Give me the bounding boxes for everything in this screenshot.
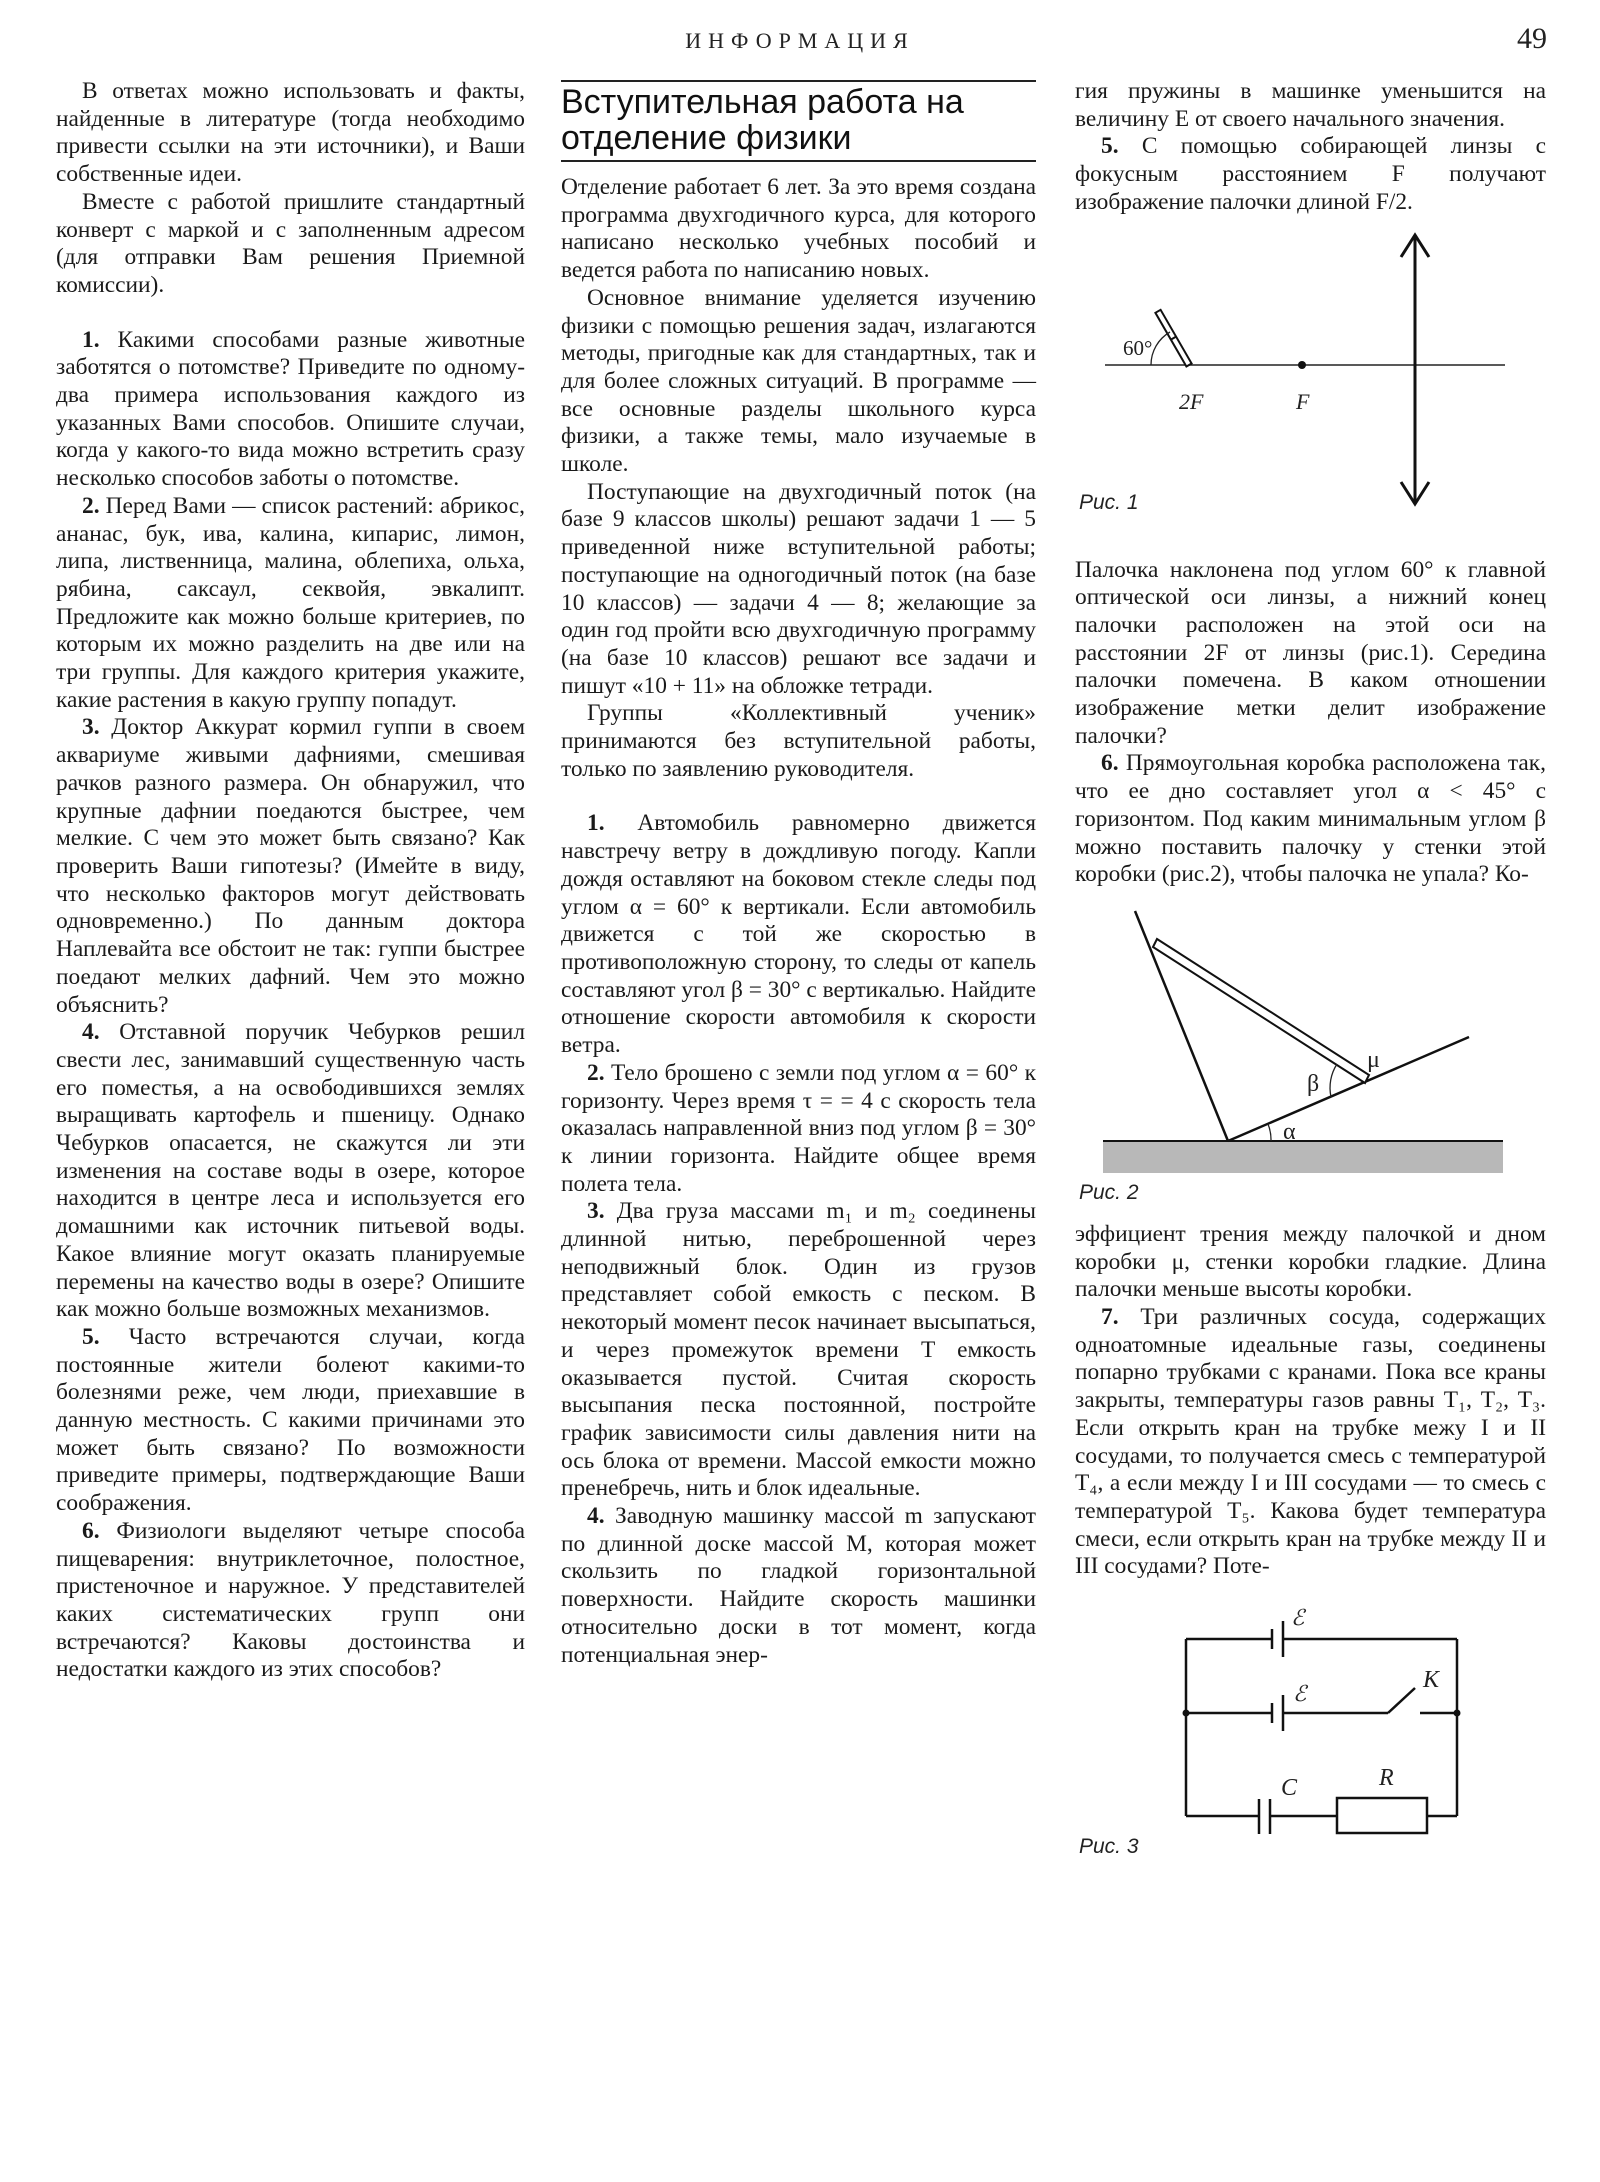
junction-node bbox=[1454, 1710, 1461, 1717]
biology-problem-6 bbox=[56, 1518, 525, 1684]
running-head bbox=[0, 22, 1600, 68]
angle-arc bbox=[1151, 332, 1170, 365]
figure-caption: Рис. 2 bbox=[1079, 1180, 1139, 1204]
page-number: 49 bbox=[1517, 22, 1547, 55]
physics-intro-paragraph: Группы «Коллективный ученик» принимаются без вступительной работы, только по заявлению руководителя. bbox=[561, 700, 1036, 782]
label-switch-k: K bbox=[1423, 1667, 1440, 1694]
problem-text: Часто встречаются случаи, когда постоянные жители болеют какими-то болезнями реже, чем люди, приехавшие в данную местность. С какими причинами это может быть связано? По возможности приведите примеры, подтверждающие Ваши соображения. bbox=[56, 1323, 525, 1517]
physics-problem-2 bbox=[561, 1060, 1036, 1199]
intro-paragraph: В ответах можно использовать и факты, найденные в литературе (тогда необходимо привести ссылки на эти источники), и Ваши собственные идеи. bbox=[56, 78, 525, 188]
beta-arc bbox=[1330, 1064, 1337, 1097]
problem-text: Отставной поручик Чебурков решил свести лес, занимавший существенную часть его поместья, а на освободившихся землях выращивать картофель и пшеницу. Однако Чебурков опасается, не скажутся ли эти изменения на составе воды в озере, которое находится в центре леса и используется его домашними как источник питьевой воды. Какое влияние могут оказать планируемые перемены на качество воды в озере? Опишите как можно больше возможных механизмов. bbox=[56, 1019, 525, 1323]
problem-number: 3. bbox=[587, 1198, 605, 1225]
label-emf-mid: ℰ bbox=[1293, 1681, 1307, 1707]
problem-number: 4. bbox=[587, 1503, 605, 1530]
physics-problem-7 bbox=[1075, 1304, 1546, 1581]
problem-text: Какими способами разные животные заботятся о потомстве? Приведите по одному-два примера использования каждого из указанных Вами способов. Опишите случаи, когда у какого-то вида можно встретить сразу несколько способов заботы о потомстве. bbox=[56, 326, 525, 492]
angle-label: 60° bbox=[1123, 335, 1153, 360]
problem-text: С помощью собирающей линзы с фокусным расстоянием F получают изображение палочки длиной F/2. bbox=[1075, 133, 1546, 215]
physics-problem-3 bbox=[561, 1198, 1036, 1503]
problem-number: 1. bbox=[82, 326, 100, 353]
problem-number: 2. bbox=[587, 1059, 605, 1086]
figure-1-lens-diagram bbox=[1075, 227, 1546, 547]
problem-number: 6. bbox=[82, 1517, 100, 1544]
biology-problem-3 bbox=[56, 714, 525, 1019]
resistor bbox=[1337, 1798, 1427, 1833]
biology-problem-2 bbox=[56, 493, 525, 715]
biology-problem-4 bbox=[56, 1019, 525, 1324]
label-emf-top: ℰ bbox=[1291, 1605, 1305, 1631]
problem-number: 3. bbox=[82, 714, 100, 741]
stick bbox=[1153, 939, 1369, 1083]
problem-number: 7. bbox=[1101, 1304, 1119, 1331]
problem-number: 2. bbox=[82, 492, 100, 519]
label-resistor-r: R bbox=[1379, 1765, 1394, 1792]
middle-column bbox=[561, 78, 1036, 1669]
problem-text: Заводную машинку массой m запускают по длинной доске массой M, которая может скользить по гладкой горизонтальной поверхности. Найдите скорость машинки относительно доски в тот момент, когда потенциальная энер- bbox=[561, 1503, 1036, 1668]
alpha-arc bbox=[1268, 1124, 1271, 1141]
focus-point bbox=[1298, 361, 1306, 369]
problem-number: 4. bbox=[82, 1019, 100, 1046]
problem-number: 5. bbox=[1101, 133, 1119, 160]
problem-number: 6. bbox=[1101, 750, 1119, 777]
problem-text: Три различных сосуда, содержащих одноатомные идеальные газы, соединены попарно трубками с кранами. Пока все краны закрыты, температуры газов равны T₁, T₂, T₃. Если открыть кран на трубке межу I и II сосудами, то получается смесь с температурой T₄, а если между I и III сосудами — то смесь с температурой T₅. Какова будет температура смеси, если открыть кран на трубке между II и III сосудами? Поте- bbox=[1075, 1304, 1546, 1580]
label-f: F bbox=[1296, 388, 1310, 414]
physics-problem-5 bbox=[1075, 133, 1546, 216]
physics-problem-6-continuation: эффициент трения между палочкой и дном коробки μ, стенки коробки гладкие. Длина палочки меньше высоты коробки. bbox=[1075, 1220, 1546, 1303]
label-alpha: α bbox=[1283, 1118, 1296, 1145]
problem-text: Физиологи выделяют четыре способа пищеварения: внутриклеточное, полостное, пристеночное и наружное. У представителей каких систематических групп они встречаются? Каковы достоинства и недостатки каждого из этих способов? bbox=[56, 1517, 525, 1683]
problem-text: Прямоугольная коробка расположена так, что ее дно составляет угол α < 45° с горизонтом. Под каким минимальным углом β можно поставить палочку у стенки этой коробки (рис.2), чтобы палочка не упала? Ко- bbox=[1075, 750, 1546, 888]
junction-node bbox=[1183, 1710, 1190, 1717]
running-title: ИНФОРМАЦИЯ bbox=[685, 28, 915, 53]
left-column bbox=[56, 78, 525, 1684]
figure-caption: Рис. 1 bbox=[1079, 490, 1139, 514]
intro-paragraph: Вместе с работой пришлите стандартный конверт с маркой и с заполненным адресом (для отправки Вам решения Приемной комиссии). bbox=[56, 188, 525, 298]
problem-text: Перед Вами — список растений: абрикос, ананас, бук, ива, калина, кипарис, лимон, липа, лиственница, малина, облепиха, ольха, рябина, саксаул, секвойя, эвкалипт. Предложите как можно больше критериев, по которым их можно разделить на две или на три группы. Для каждого критерия укажите, какие растения в какую группу попадут. bbox=[56, 492, 525, 713]
physics-problem-4 bbox=[561, 1503, 1036, 1669]
box-diagram bbox=[1075, 899, 1546, 1179]
physics-problem-4-continuation: гия пружины в машинке уменьшится на величину E от своего начального значения. bbox=[1075, 78, 1546, 132]
problem-text: Доктор Аккурат кормил гуппи в своем аквариуме живыми дафниями, смешивая рачков разного размера. Он обнаружил, что крупные дафнии поедаются быстрее, чем мелкие. С чем это может быть связано? Как проверить Ваши гипотезы? (Имейте в виду, что несколько факторов могут действовать одновременно.) По данным доктора Наплевайта все обстоит не так: гуппи быстрее поедают мелких дафний. Чем это можно объяснить? bbox=[56, 714, 525, 1018]
section-heading bbox=[561, 80, 1036, 162]
figure-2-box-diagram bbox=[1075, 899, 1546, 1211]
box-bottom bbox=[1228, 1037, 1469, 1141]
physics-problem-1 bbox=[561, 810, 1036, 1059]
label-beta: β bbox=[1307, 1070, 1320, 1097]
label-capacitor-c: C bbox=[1281, 1775, 1298, 1802]
biology-problem-5 bbox=[56, 1324, 525, 1518]
figure-caption: Рис. 3 bbox=[1079, 1835, 1139, 1859]
section-title bbox=[561, 84, 1036, 156]
physics-intro-paragraph: Отделение работает 6 лет. За это время создана программа двухгодичного курса, для которого написано несколько учебных пособий и ведется работа по написанию новых. bbox=[561, 174, 1036, 284]
biology-problem-1 bbox=[56, 327, 525, 493]
problem-number: 1. bbox=[587, 810, 605, 837]
section-title-line: отделение физики bbox=[561, 119, 852, 157]
switch-lever bbox=[1388, 1688, 1415, 1713]
label-mu: μ bbox=[1367, 1046, 1380, 1073]
right-column bbox=[1075, 78, 1546, 1861]
physics-problem-6 bbox=[1075, 750, 1546, 889]
physics-intro-paragraph: Основное внимание уделяется изучению физики с помощью решения задач, излагаются методы, пригодные как для стандартных, так и для более сложных ситуаций. В программе — все основные разделы школьного курса физики, а также темы, мало изучаемые в школе. bbox=[561, 284, 1036, 478]
problem-text: Автомобиль равномерно движется навстречу ветру в дождливую погоду. Капли дождя оставляют на боковом стекле следы под углом α = 60° к вертикали. Если автомобиль движется с той же скоростью в противоположную сторону, то следы от капель составляют угол β = 30° с вертикалью. Найдите отношение скорости автомобиля к скорости ветра. bbox=[561, 810, 1036, 1059]
ground-hatch bbox=[1103, 1141, 1503, 1173]
circuit-diagram bbox=[1075, 1591, 1546, 1841]
lens-diagram bbox=[1075, 227, 1546, 517]
section-title-line: Вступительная работа на bbox=[561, 83, 964, 121]
stick bbox=[1155, 309, 1191, 366]
figure-3-circuit-diagram bbox=[1075, 1591, 1546, 1859]
box-wall bbox=[1135, 911, 1228, 1141]
physics-problem-5-continuation: Палочка наклонена под углом 60° к главной оптической оси линзы, а нижний конец палочки расположен на этой оси на расстоянии 2F от линзы (рис.1). Середина палочки помечена. В каком отношении изображение метки делит изображение палочки? bbox=[1075, 556, 1546, 749]
label-2f: 2F bbox=[1179, 388, 1204, 414]
problem-text: Два груза массами m₁ и m₂ соединены длинной нитью, переброшенной через неподвижный блок. Один из грузов представляет собой емкость с песком. В некоторый момент песок начинает высыпаться, и через промежуток времени T емкость оказывается пустой. Считая скорость высыпания песка постоянной, постройте график зависимости силы давления нити на ось блока от времени. Массой емкости можно пренебречь, нить и блок идеальные. bbox=[561, 1198, 1036, 1502]
physics-intro-paragraph: Поступающие на двухгодичный поток (на базе 9 классов школы) решают задачи 1 — 5 приведенной ниже вступительной работы; поступающие на одногодичный поток (на базе 10 классов) — задачи 4 — 8; желающие за один год пройти всю двухгодичную программу (на базе 10 классов) решают все задачи и пишут «10 + 11» на обложке тетради. bbox=[561, 478, 1036, 699]
problem-number: 5. bbox=[82, 1323, 100, 1350]
problem-text: Тело брошено с земли под углом α = 60° к горизонту. Через время τ = = 4 с скорость тела оказалась направленной вниз под углом β = 30° к линии горизонта. Найдите общее время полета тела. bbox=[561, 1059, 1036, 1197]
